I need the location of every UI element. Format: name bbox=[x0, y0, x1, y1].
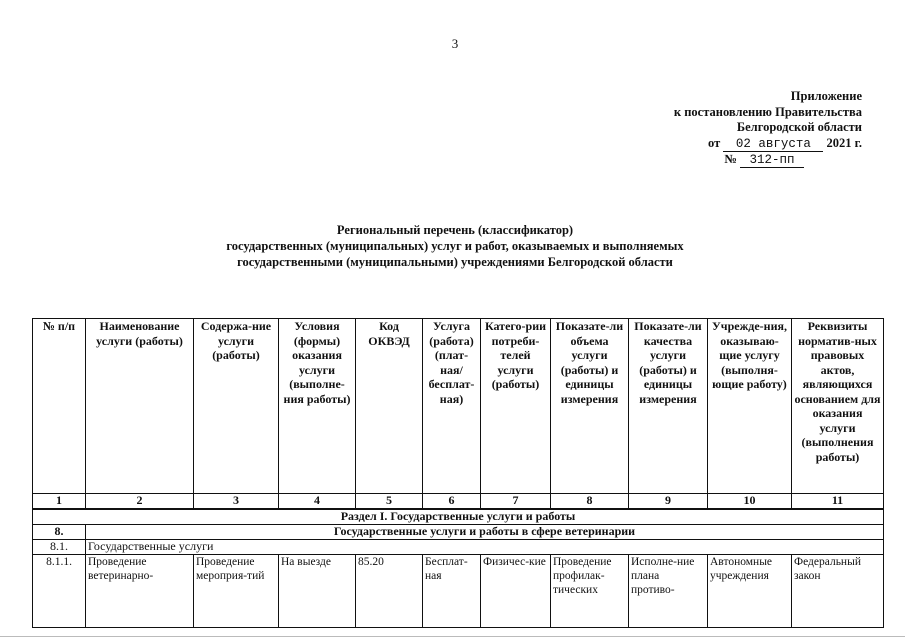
date-value: 02 августа bbox=[723, 138, 823, 152]
column-number-cell: 3 bbox=[194, 494, 279, 510]
number-value: 312-пп bbox=[740, 154, 804, 168]
header-cell: Катего-рии потреби-телей услуги (работы) bbox=[481, 319, 551, 494]
header-cell: Услуга (работа) (плат-ная/ бесплат-ная) bbox=[423, 319, 481, 494]
group-row bbox=[33, 525, 884, 540]
header-cell: № п/п bbox=[33, 319, 86, 494]
column-number-cell: 9 bbox=[629, 494, 708, 510]
row-number-cell: 8.1.1. bbox=[33, 555, 86, 628]
section-title: Раздел I. Государственные услуги и работы bbox=[33, 509, 884, 525]
group-title: Государственные услуги и работы в сфере ветеринарии bbox=[86, 525, 884, 540]
header-cell: Учрежде-ния, оказываю-щие услугу (выполня-ющие работу) bbox=[708, 319, 792, 494]
institutions-cell: Автономные учреждения bbox=[708, 555, 792, 628]
service-content-cell: Проведение мероприя-тий bbox=[194, 555, 279, 628]
column-number-cell: 4 bbox=[279, 494, 356, 510]
date-suffix: 2021 г. bbox=[826, 135, 862, 150]
header-cell: Наименование услуги (работы) bbox=[86, 319, 194, 494]
page-number: 3 bbox=[451, 36, 459, 51]
consumers-cell: Физичес-кие bbox=[481, 555, 551, 628]
subgroup-title: Государственные услуги bbox=[86, 540, 884, 555]
service-name-cell: Проведение ветеринарно- bbox=[86, 555, 194, 628]
title-line-2: государственных (муниципальных) услуг и работ, оказываемых и выполняемых bbox=[226, 239, 684, 253]
scan-edge-line bbox=[0, 636, 905, 637]
group-number: 8. bbox=[33, 525, 86, 540]
appendix-line-2: к постановлению Правительства bbox=[673, 104, 862, 119]
appendix-number-line bbox=[600, 152, 862, 168]
header-cell: Реквизиты норматив-ных правовых актов, являющихся основанием для оказания услуги (выполнения работы) bbox=[792, 319, 884, 494]
document-title bbox=[120, 222, 790, 270]
header-cell: Содержа-ние услуги (работы) bbox=[194, 319, 279, 494]
appendix-block bbox=[600, 89, 862, 168]
column-number-cell: 10 bbox=[708, 494, 792, 510]
paid-status-cell: Бесплат-ная bbox=[423, 555, 481, 628]
okved-code-cell: 85.20 bbox=[356, 555, 423, 628]
table-header-row bbox=[33, 319, 884, 494]
services-table bbox=[32, 318, 884, 628]
column-number-cell: 5 bbox=[356, 494, 423, 510]
appendix-line-3: Белгородской области bbox=[736, 120, 862, 134]
appendix-line-1: Приложение bbox=[790, 89, 862, 103]
section-row bbox=[33, 509, 884, 525]
header-cell: Условия (формы) оказания услуги (выполне-ния работы) bbox=[279, 319, 356, 494]
column-number-cell: 1 bbox=[33, 494, 86, 510]
subgroup-row bbox=[33, 540, 884, 555]
column-number-cell: 6 bbox=[423, 494, 481, 510]
header-cell: Показате-ли качества услуги (работы) и единицы измерения bbox=[629, 319, 708, 494]
appendix-date-line bbox=[600, 136, 862, 152]
service-conditions-cell: На выезде bbox=[279, 555, 356, 628]
table-row bbox=[33, 555, 884, 628]
column-number-cell: 7 bbox=[481, 494, 551, 510]
date-prefix: от bbox=[707, 135, 721, 150]
column-number-row bbox=[33, 494, 884, 510]
column-number-cell: 2 bbox=[86, 494, 194, 510]
volume-indicators-cell: Проведение профилак-тических bbox=[551, 555, 629, 628]
column-number-cell: 11 bbox=[792, 494, 884, 510]
subgroup-number: 8.1. bbox=[33, 540, 86, 555]
header-cell: Код ОКВЭД bbox=[356, 319, 423, 494]
legal-basis-cell: Федеральный закон bbox=[792, 555, 884, 628]
number-prefix: № bbox=[724, 151, 737, 166]
column-number-cell: 8 bbox=[551, 494, 629, 510]
quality-indicators-cell: Исполне-ние плана противо- bbox=[629, 555, 708, 628]
header-cell: Показате-ли объема услуги (работы) и единицы измерения bbox=[551, 319, 629, 494]
title-line-3: государственными (муниципальными) учреждениями Белгородской области bbox=[237, 255, 673, 269]
title-line-1: Региональный перечень (классификатор) bbox=[336, 223, 574, 237]
